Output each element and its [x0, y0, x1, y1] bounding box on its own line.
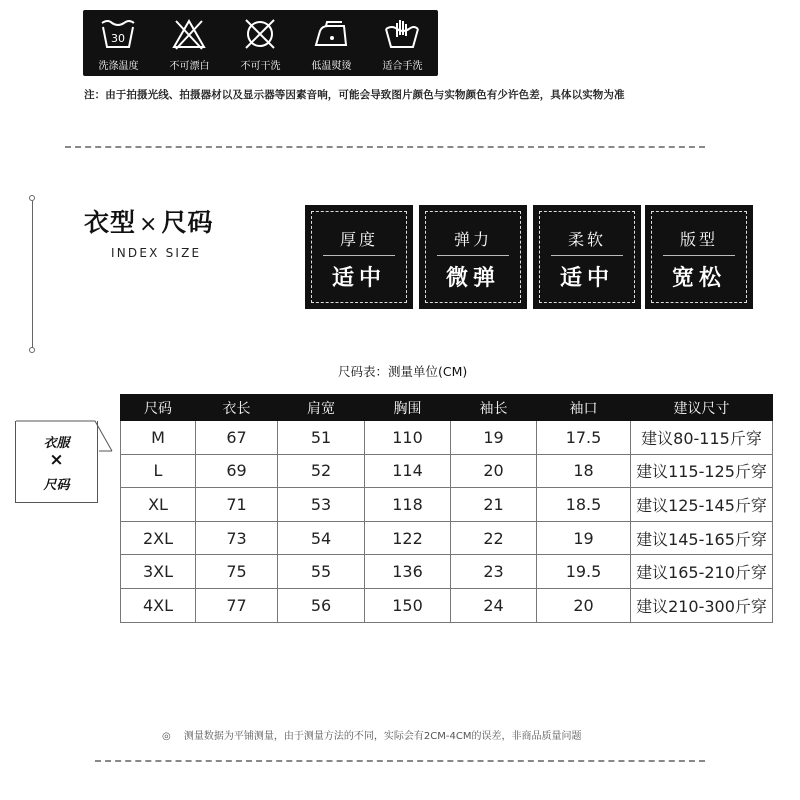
- no-dry-clean-icon: [241, 17, 279, 51]
- table-row: [121, 521, 773, 555]
- table-cell: 136: [365, 555, 451, 589]
- table-header-cell: 袖长: [451, 395, 537, 421]
- table-cell: 56: [278, 588, 365, 622]
- table-cell: 建议210-300斤穿: [631, 588, 773, 622]
- table-cell: 122: [365, 521, 451, 555]
- size-table: [120, 394, 773, 623]
- table-cell: 建议115-125斤穿: [631, 454, 773, 488]
- feature-softness: [533, 205, 641, 309]
- table-cell: 建议80-115斤穿: [631, 421, 773, 455]
- table-cell: 73: [196, 521, 278, 555]
- callout-line3: 尺码: [43, 478, 70, 493]
- bracket-dot-bottom: [29, 347, 35, 353]
- size-table-caption: 尺码表：测量单位(CM): [338, 364, 468, 379]
- table-cell: 67: [196, 421, 278, 455]
- table-header-cell: 尺码: [121, 395, 196, 421]
- table-cell: 2XL: [121, 521, 196, 555]
- care-label-bleach: 不可漂白: [169, 61, 210, 72]
- feature-label: 柔软: [567, 230, 606, 249]
- table-cell: 18.5: [537, 488, 631, 522]
- table-cell: 20: [537, 588, 631, 622]
- table-cell: 22: [451, 521, 537, 555]
- table-cell: 建议125-145斤穿: [631, 488, 773, 522]
- table-cell: 4XL: [121, 588, 196, 622]
- table-cell: 19: [537, 521, 631, 555]
- section-title-left: 衣型: [84, 208, 137, 237]
- table-cell: 53: [278, 488, 365, 522]
- table-cell: 150: [365, 588, 451, 622]
- feature-label: 弹力: [453, 230, 492, 249]
- care-label-dry-clean: 不可干洗: [240, 61, 281, 72]
- no-bleach-icon: [170, 17, 208, 51]
- care-item-bleach: [154, 10, 225, 76]
- table-header-row: [121, 395, 773, 421]
- hand-wash-icon: [383, 17, 421, 51]
- section-subtitle: INDEX SIZE: [111, 246, 202, 260]
- table-cell: 19.5: [537, 555, 631, 589]
- table-cell: 118: [365, 488, 451, 522]
- feature-thickness: [305, 205, 413, 309]
- clothes-size-callout: [15, 421, 98, 503]
- table-row: [121, 421, 773, 455]
- section-title: [84, 203, 213, 239]
- table-header-cell: 衣长: [196, 395, 278, 421]
- table-cell: 51: [278, 421, 365, 455]
- divider-bottom: [95, 760, 705, 762]
- table-cell: 3XL: [121, 555, 196, 589]
- feature-label: 厚度: [339, 230, 378, 249]
- table-cell: 69: [196, 454, 278, 488]
- feature-fit: [645, 205, 753, 309]
- care-item-iron: [296, 10, 367, 76]
- table-cell: 110: [365, 421, 451, 455]
- care-item-hand-wash: [367, 10, 438, 76]
- feature-value: 宽松: [671, 266, 726, 291]
- feature-elasticity: [419, 205, 527, 309]
- table-row: [121, 555, 773, 589]
- table-cell: 77: [196, 588, 278, 622]
- table-cell: 建议145-165斤穿: [631, 521, 773, 555]
- table-row: [121, 588, 773, 622]
- color-disclaimer-note: 注：由于拍摄光线、拍摄器材以及显示器等因素音响，可能会导致图片颜色与实物颜色有少许色差，具体以实物为准: [84, 89, 625, 101]
- table-row: [121, 488, 773, 522]
- feature-value: 适中: [331, 266, 386, 291]
- table-cell: 71: [196, 488, 278, 522]
- table-cell: 75: [196, 555, 278, 589]
- table-cell: 55: [278, 555, 365, 589]
- table-cell: 20: [451, 454, 537, 488]
- wash-temperature: 30: [111, 32, 125, 45]
- care-item-dry-clean: [225, 10, 296, 76]
- care-instructions-strip: [83, 10, 438, 76]
- table-cell: M: [121, 421, 196, 455]
- section-title-cross: ×: [139, 212, 159, 237]
- table-cell: 19: [451, 421, 537, 455]
- table-cell: 54: [278, 521, 365, 555]
- table-cell: 21: [451, 488, 537, 522]
- bullet-icon: ◎: [162, 731, 171, 742]
- wash-30-icon: [99, 17, 137, 51]
- table-cell: XL: [121, 488, 196, 522]
- table-cell: 17.5: [537, 421, 631, 455]
- table-header-cell: 建议尺寸: [631, 395, 773, 421]
- table-header-cell: 胸围: [365, 395, 451, 421]
- table-header-cell: 袖口: [537, 395, 631, 421]
- measurement-note-text: 测量数据为平铺测量，由于测量方法的不同，实际会有2CM-4CM的误差，非商品质量问题: [183, 731, 582, 742]
- section-title-right: 尺码: [161, 208, 214, 237]
- callout-line1: 衣服: [43, 436, 70, 451]
- table-cell: L: [121, 454, 196, 488]
- care-label-wash: 洗涤温度: [98, 61, 139, 72]
- table-row: [121, 454, 773, 488]
- table-cell: 24: [451, 588, 537, 622]
- bracket-dot-top: [29, 195, 35, 201]
- care-item-wash: [83, 10, 154, 76]
- feature-value: 适中: [559, 266, 614, 291]
- measurement-note: [162, 727, 581, 742]
- care-label-hand-wash: 适合手洗: [382, 61, 423, 72]
- table-header-cell: 肩宽: [278, 395, 365, 421]
- low-iron-icon: [312, 17, 350, 51]
- bracket-line: [32, 201, 33, 351]
- feature-value: 微弹: [445, 266, 500, 291]
- table-cell: 建议165-210斤穿: [631, 555, 773, 589]
- table-cell: 114: [365, 454, 451, 488]
- callout-line2: ×: [49, 450, 64, 470]
- table-cell: 52: [278, 454, 365, 488]
- table-cell: 23: [451, 555, 537, 589]
- divider-top: [65, 146, 705, 148]
- feature-label: 版型: [679, 230, 718, 249]
- care-label-iron: 低温熨烫: [311, 61, 352, 72]
- table-cell: 18: [537, 454, 631, 488]
